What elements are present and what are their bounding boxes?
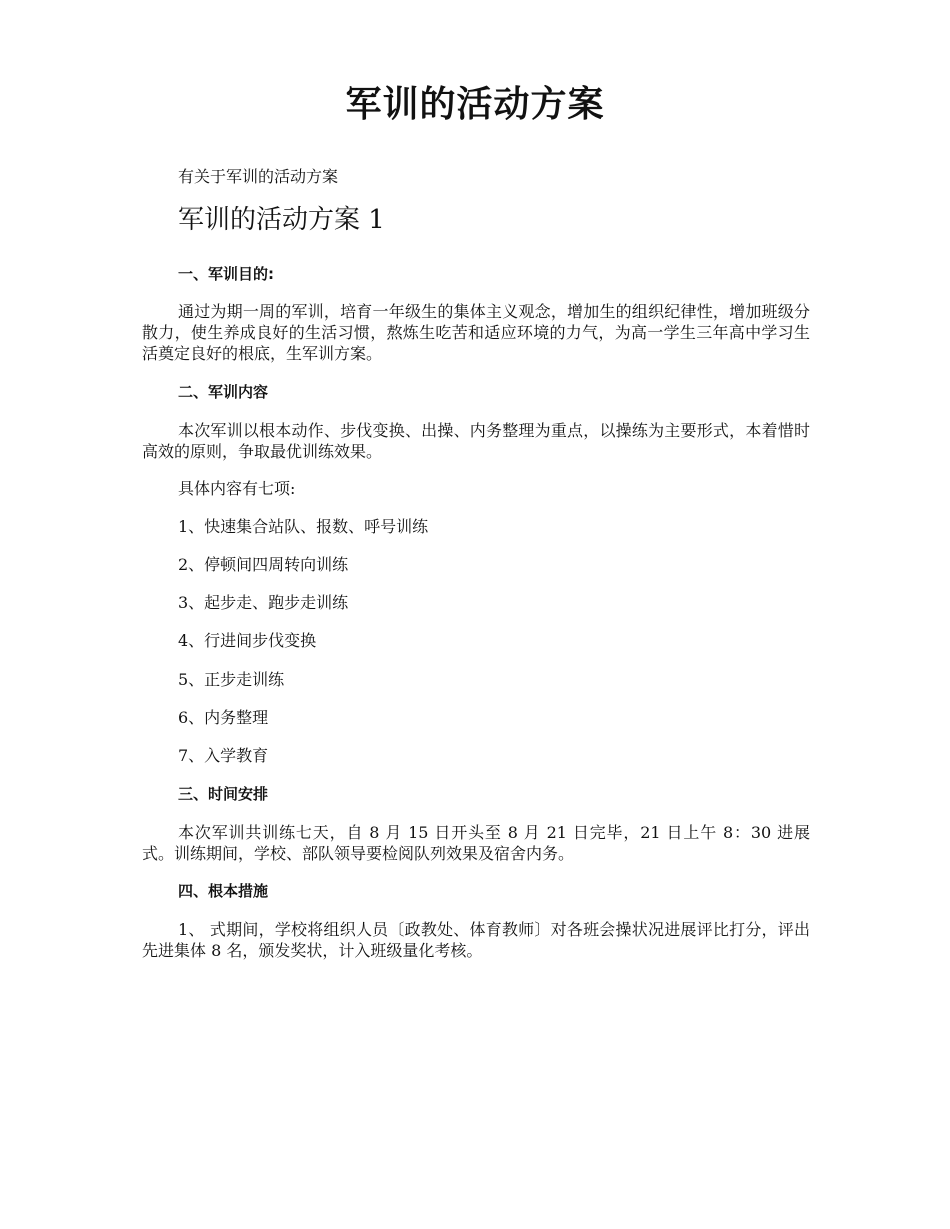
section-heading — [178, 202, 385, 238]
paragraph-purpose: 通过为期一周的军训，培育一年级生的集体主义观念，增加生的组织纪律性，增加班级分散力，使生养成良好的生活习惯，熬炼生吃苦和适应环境的力气，为高一学生三年高中学习生活奠定良好的根底，生军训方案。 — [142, 302, 810, 363]
list-item: 4、行进间步伐变换 — [178, 631, 317, 650]
paragraph-measures: 1、 式期间，学校将组织人员〔政教处、体育教师〕对各班会操状况进展评比打分，评出先进集体 8 名，颁发奖状，计入班级量化考核。 — [142, 920, 810, 960]
list-item: 5、正步走训练 — [178, 670, 285, 689]
list-intro: 具体内容有七项: — [178, 479, 296, 498]
subheading-purpose: 一、军训目的: — [178, 265, 274, 283]
subheading-content: 二、军训内容 — [178, 383, 269, 401]
list-item: 7、入学教育 — [178, 746, 269, 765]
list-item: 6、内务整理 — [178, 708, 269, 727]
intro-line: 有关于军训的活动方案 — [178, 167, 339, 186]
paragraph-content: 本次军训以根本动作、步伐变换、出操、内务整理为重点，以操练为主要形式，本着惜时高效的原则，争取最优训练效果。 — [142, 421, 810, 461]
subheading-schedule: 三、时间安排 — [178, 785, 269, 803]
list-item: 1、快速集合站队、报数、呼号训练 — [178, 517, 429, 536]
paragraph-schedule: 本次军训共训练七天，自 8 月 15 日开头至 8 月 21 日完毕，21 日上午 8：30 进展 式。训练期间，学校、部队领导要检阅队列效果及宿舍内务。 — [142, 823, 810, 863]
section-heading-text: 军训的活动方案 — [178, 205, 361, 235]
list-item: 3、起步走、跑步走训练 — [178, 593, 349, 612]
list-item: 2、停顿间四周转向训练 — [178, 555, 349, 574]
document-title: 军训的活动方案 — [345, 84, 605, 125]
section-heading-number: 1 — [368, 205, 385, 235]
subheading-measures: 四、根本措施 — [178, 882, 269, 900]
